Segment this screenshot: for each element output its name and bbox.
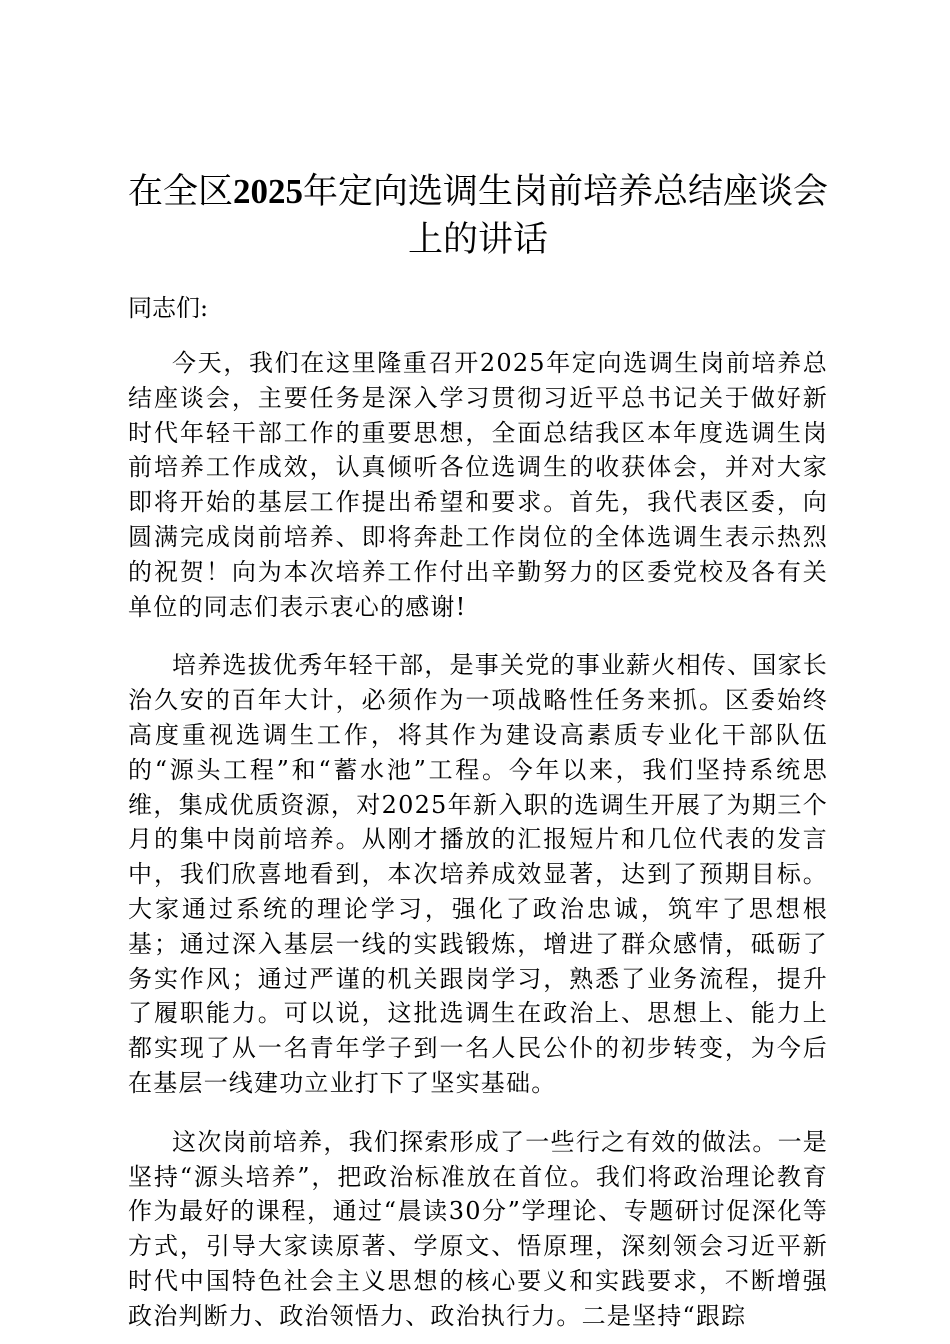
paragraph: 这次岗前培养，我们探索形成了一些行之有效的做法。一是坚持“源头培养”，把政治标准放在首位。我们将政治理论教育作为最好的课程，通过“晨读30分”学理论、专题研讨促深化等方式，引导大家读原著、学原文、悟原理，深刻领会习近平新时代中国特色社会主义思想的核心要义和实践要求，不断增强政治判断力、政治领悟力、政治执行力。二是坚持“跟踪: [128, 1127, 828, 1330]
document-title: [118, 168, 838, 264]
paragraph: 今天，我们在这里隆重召开2025年定向选调生岗前培养总结座谈会，主要任务是深入学习贯彻习近平总书记关于做好新时代年轻干部工作的重要思想，全面总结我区本年度选调生岗前培养工作成效，认真倾听各位选调生的收获体会，并对大家即将开始的基层工作提出希望和要求。首先，我代表区委，向圆满完成岗前培养、即将奔赴工作岗位的全体选调生表示热烈的祝贺！向为本次培养工作付出辛勤努力的区委党校及各有关单位的同志们表示衷心的感谢!: [128, 349, 828, 621]
title-suffix: 年定向选调生岗前培养总结座谈会上的讲话: [303, 172, 829, 260]
document-page: [128, 160, 828, 1334]
title-prefix: 在全区: [127, 172, 233, 212]
salutation: 同志们:: [128, 294, 209, 322]
paragraph: 培养选拔优秀年轻干部，是事关党的事业薪火相传、国家长治久安的百年大计，必须作为一项战略性任务来抓。区委始终高度重视选调生工作，将其作为建设高素质专业化干部队伍的“源头工程”和“蓄水池”工程。今年以来，我们坚持系统思维，集成优质资源，对2025年新入职的选调生开展了为期三个月的集中岗前培养。从刚才播放的汇报短片和几位代表的发言中，我们欣喜地看到，本次培养成效显著，达到了预期目标。大家通过系统的理论学习，强化了政治忠诚，筑牢了思想根基；通过深入基层一线的实践锻炼，增进了群众感情，砥砺了务实作风；通过严谨的机关跟岗学习，熟悉了业务流程，提升了履职能力。可以说，这批选调生在政治上、思想上、能力上都实现了从一名青年学子到一名人民公仆的初步转变，为今后在基层一线建功立业打下了坚实基础。: [128, 651, 828, 1097]
title-year: 2025: [233, 172, 303, 211]
